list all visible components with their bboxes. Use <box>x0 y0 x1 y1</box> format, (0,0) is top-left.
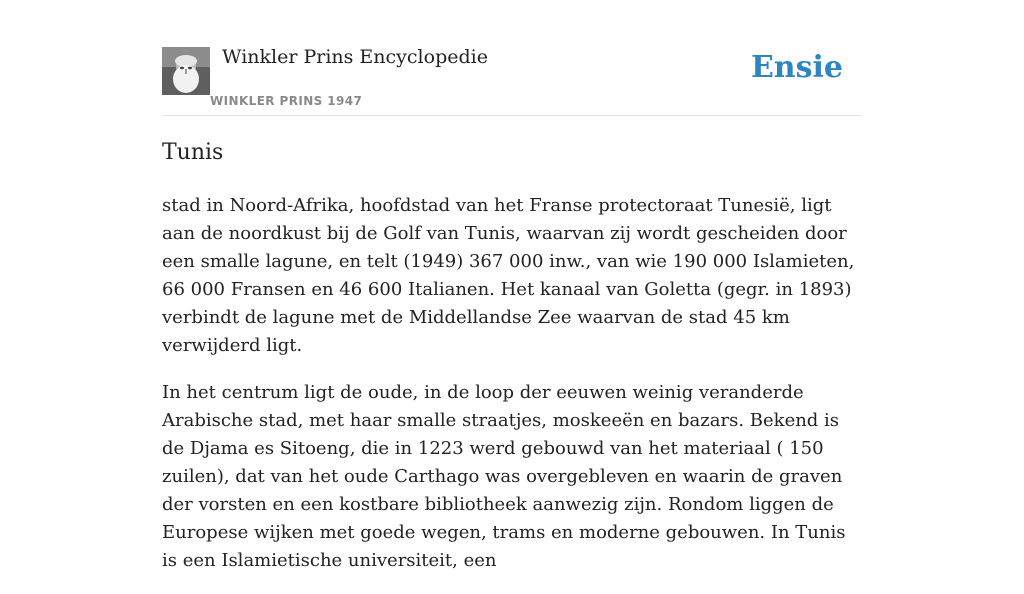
page-container <box>162 0 862 571</box>
bearded-man-portrait-icon <box>162 47 210 95</box>
brand-logo[interactable]: Ensie <box>750 50 843 85</box>
article-body <box>162 192 862 594</box>
site-title[interactable]: Winkler Prins Encyclopedie <box>222 46 488 68</box>
article-title: Tunis <box>162 140 224 165</box>
avatar[interactable] <box>162 47 210 95</box>
article-paragraph: stad in Noord-Afrika, hoofdstad van het Franse protectoraat Tunesië, ligt aan de noordkust bij de Golf van Tunis, waarvan zij wordt gescheiden door een smalle lagune, en telt (1949) 367 000 inw., van wie 190 000 Islamieten, 66 000 Fransen en 46 600 Italianen. Het kanaal van Goletta (gegr. in 1893) verbindt de lagune met de Middellandse Zee waarvan de stad 45 km verwijderd ligt. <box>162 195 855 356</box>
site-header <box>162 0 862 116</box>
source-label: WINKLER PRINS 1947 <box>210 94 363 108</box>
article-paragraph: In het centrum ligt de oude, in de loop der eeuwen weinig veranderde Arabische stad, met haar smalle straatjes, moskeeën en bazars. Bekend is de Djama es Sitoeng, die in 1223 werd gebouwd van het materiaal ( 150 zuilen), dat van het oude Carthago was overgebleven en waarin de graven der vorsten en een kostbare bibliotheek aanwezig zijn. Rondom liggen de Europese wijken met goede wegen, trams en moderne gebouwen. In Tunis is een Islamietische universiteit, een <box>162 382 846 571</box>
